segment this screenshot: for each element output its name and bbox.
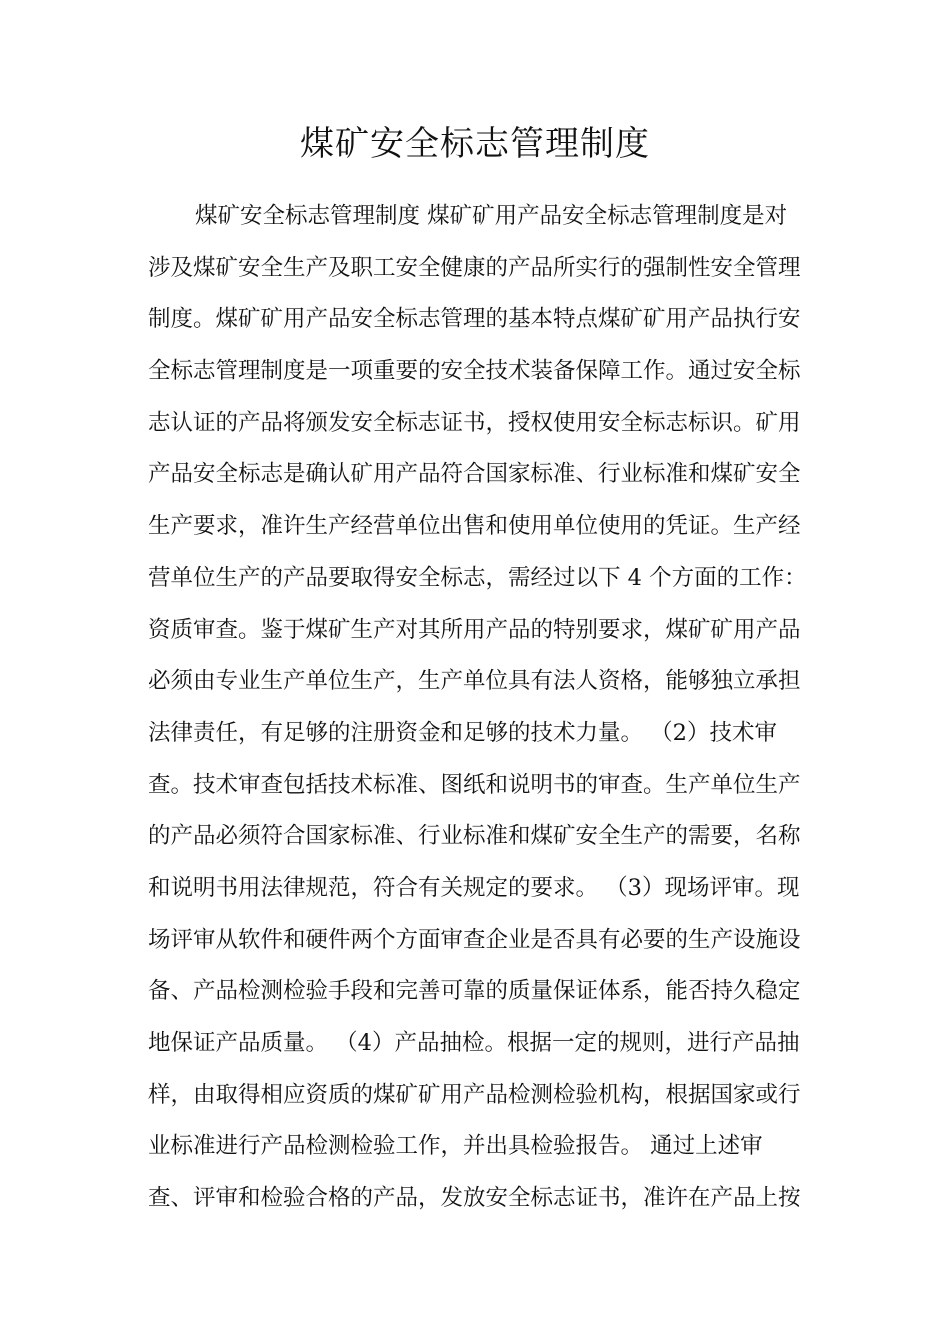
body-line: 煤矿安全标志管理制度 煤矿矿用产品安全标志管理制度是对: [195, 203, 788, 229]
body-line: 地保证产品质量。 （4）产品抽检。根据一定的规则，进行产品抽: [148, 1030, 800, 1056]
body-line: 的产品必须符合国家标准、行业标准和煤矿安全生产的需要，名称: [148, 823, 801, 850]
body-line: 样，由取得相应资质的煤矿矿用产品检测检验机构，根据国家或行: [148, 1081, 801, 1108]
body-line: 制度。煤矿矿用产品安全标志管理的基本特点煤矿矿用产品执行安: [148, 306, 801, 333]
body-line: 场评审从软件和硬件两个方面审查企业是否具有必要的生产设施设: [148, 926, 801, 953]
body-line: 全标志管理制度是一项重要的安全技术装备保障工作。通过安全标: [148, 358, 801, 385]
body-line: 营单位生产的产品要取得安全标志，需经过以下 4 个方面的工作：: [148, 564, 807, 591]
body-line: 涉及煤矿安全生产及职工安全健康的产品所实行的强制性安全管理: [148, 254, 801, 281]
document-title: 煤矿安全标志管理制度: [300, 124, 650, 164]
body-line: 必须由专业生产单位生产，生产单位具有法人资格，能够独立承担: [148, 668, 801, 695]
body-line: 和说明书用法律规范，符合有关规定的要求。 （3）现场评审。现: [148, 874, 800, 901]
body-line: 志认证的产品将颁发安全标志证书，授权使用安全标志标识。矿用: [148, 409, 801, 436]
body-line: 业标准进行产品检测检验工作，并出具检验报告。 通过上述审: [148, 1133, 763, 1160]
body-line: 备、产品检测检验手段和完善可靠的质量保证体系，能否持久稳定: [148, 978, 801, 1005]
body-line: 资质审查。鉴于煤矿生产对其所用产品的特别要求，煤矿矿用产品: [148, 616, 801, 643]
body-line: 查。技术审查包括技术标准、图纸和说明书的审查。生产单位生产: [148, 771, 801, 798]
body-line: 查、评审和检验合格的产品，发放安全标志证书，准许在产品上按: [148, 1185, 801, 1212]
document-body: [148, 196, 807, 1230]
body-line: 产品安全标志是确认矿用产品符合国家标准、行业标准和煤矿安全: [148, 461, 801, 488]
body-line: 法律责任，有足够的注册资金和足够的技术力量。 （2）技术审: [148, 719, 777, 746]
body-line: 生产要求，准许生产经营单位出售和使用单位使用的凭证。生产经: [148, 513, 801, 540]
